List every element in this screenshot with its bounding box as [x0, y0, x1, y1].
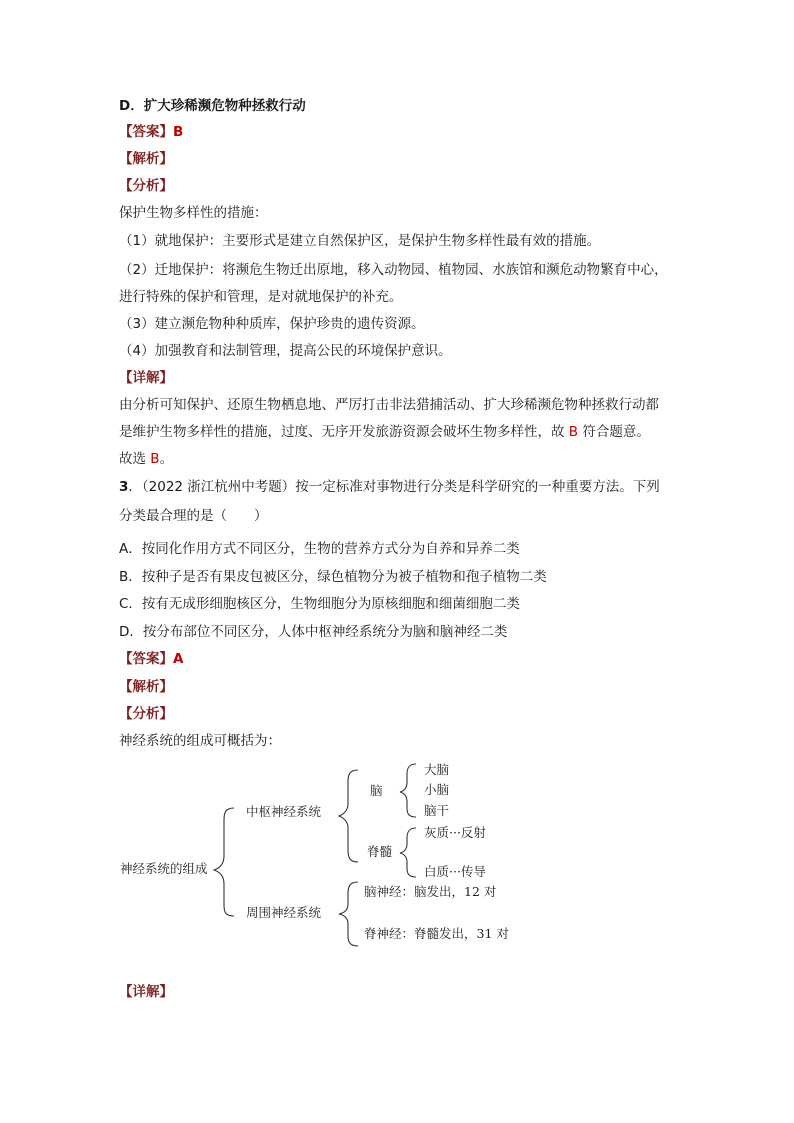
diagram-cranial: 脑神经：脑发出，12 对 — [364, 884, 497, 899]
text-span: 是维护生物多样性的措施，过度、无序开发旅游资源会破坏生物多样性，故 — [119, 424, 569, 440]
diagram-central: 中枢神经系统 — [246, 804, 322, 819]
option-d: D．按分布部位不同区分，人体中枢神经系统分为脑和脑神经二类 — [119, 624, 508, 640]
xiangjie-tag: 【详解】 — [119, 370, 173, 386]
paragraph: （1）就地保护：主要形式是建立自然保护区，是保护生物多样性最有效的措施。 — [119, 233, 601, 249]
xiangjie-tag: 【详解】 — [119, 984, 173, 1000]
analysis-tag: 【解析】 — [119, 151, 173, 167]
analysis-tag: 【解析】 — [119, 679, 173, 695]
paragraph: 保护生物多样性的措施： — [119, 205, 268, 221]
highlight-span: B — [568, 424, 579, 440]
paragraph: 神经系统的组成可概括为： — [119, 733, 281, 749]
diagram-spinal-nerve: 脊神经：脊髓发出，31 对 — [364, 926, 509, 941]
diagram-white: 白质···传导 — [424, 864, 486, 879]
text-span: 。 — [159, 451, 174, 467]
text-span: 故选 — [119, 451, 151, 467]
paragraph: 进行特殊的保护和管理，是对就地保护的补充。 — [119, 289, 403, 305]
option-d-prev: D．扩大珍稀濒危物种拯救行动 — [119, 98, 306, 114]
answer-line-1 — [119, 122, 183, 142]
answer-value: B — [173, 124, 184, 140]
diagram-cerebrum: 大脑 — [424, 762, 450, 777]
highlight-span: B — [150, 451, 160, 467]
diagram-peripheral: 周围神经系统 — [246, 905, 322, 920]
fenxi-tag: 【分析】 — [119, 178, 173, 194]
question-3-title-cont: 分类最合理的是（ ） — [119, 508, 268, 524]
diagram-root: 神经系统的组成 — [120, 861, 208, 876]
diagram-spinal: 脊髓 — [367, 844, 393, 859]
option-a: A．按同化作用方式不同区分，生物的营养方式分为自养和异养二类 — [119, 541, 520, 557]
option-c: C．按有无成形细胞核区分，生物细胞分为原核细胞和细菌细胞二类 — [119, 596, 520, 612]
diagram-cerebellum: 小脑 — [424, 782, 450, 797]
paragraph: （4）加强教育和法制管理，提高公民的环境保护意识。 — [119, 343, 452, 359]
paragraph: （2）迁地保护：将濒危生物迁出原地，移入动物园、植物园、水族馆和濒危动物繁育中心， — [119, 262, 668, 278]
text-span: 符合题意。 — [578, 424, 650, 440]
diagram-gray: 灰质···反射 — [424, 825, 486, 840]
diagram-brainstem: 脑干 — [424, 803, 450, 818]
fenxi-tag: 【分析】 — [119, 706, 173, 722]
nervous-system-diagram — [118, 760, 538, 960]
paragraph: （3）建立濒危物种种质库，保护珍贵的遗传资源。 — [119, 316, 425, 332]
question-text: ．（2022 浙江杭州中考题）按一定标准对事物进行分类是科学研究的一种重要方法。下列 — [128, 479, 660, 495]
answer-value: A — [173, 651, 184, 667]
paragraph: 由分析可知保护、还原生物栖息地、严厉打击非法猎捕活动、扩大珍稀濒危物种拯救行动都 — [119, 397, 659, 413]
paragraph — [119, 449, 173, 469]
paragraph — [119, 422, 650, 442]
option-b: B．按种子是否有果皮包被区分，绿色植物分为被子植物和孢子植物二类 — [119, 569, 547, 585]
answer-line-2 — [119, 649, 183, 669]
question-number: 3 — [119, 479, 129, 495]
answer-tag: 【答案】 — [119, 651, 173, 667]
answer-tag: 【答案】 — [119, 124, 173, 140]
diagram-brain: 脑 — [370, 783, 383, 798]
question-3-title — [119, 477, 660, 497]
